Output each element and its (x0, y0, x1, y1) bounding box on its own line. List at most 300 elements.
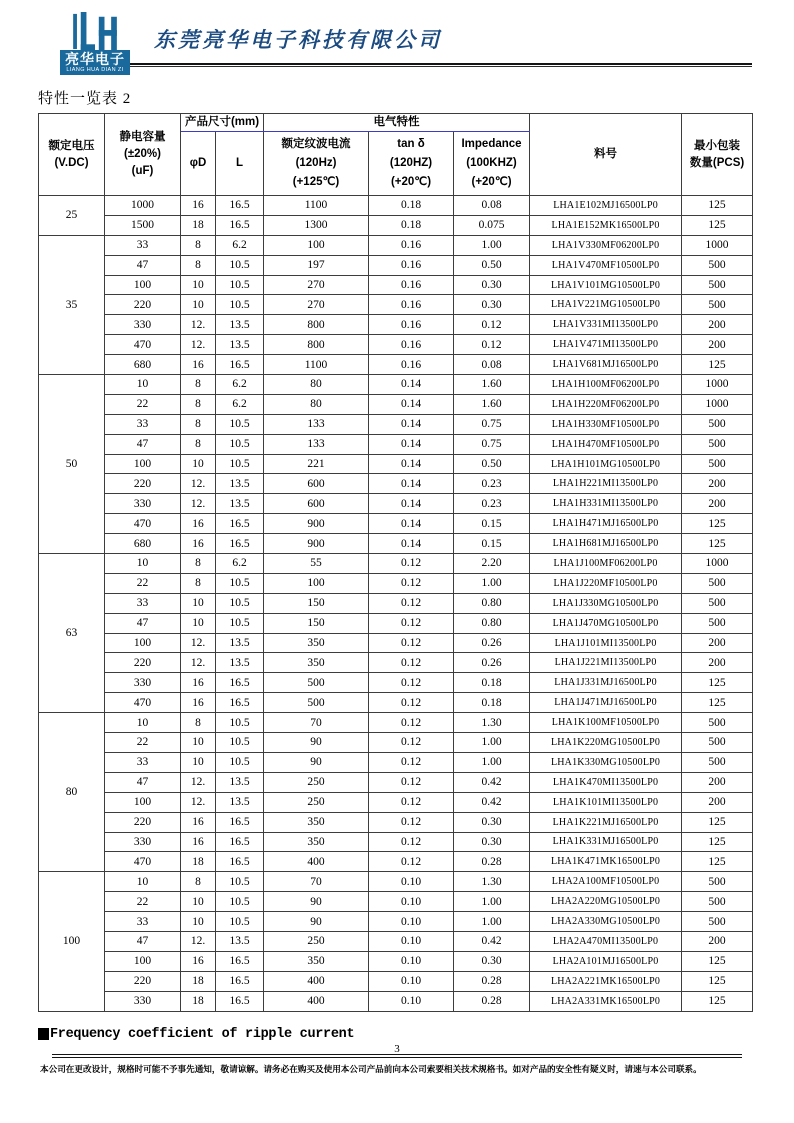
min-package-cell: 500 (682, 733, 753, 753)
table-row (39, 196, 753, 216)
capacitance-cell: 470 (105, 335, 181, 355)
capacitance-cell: 33 (105, 593, 181, 613)
part-number-cell: LHA1V681MJ16500LP0 (530, 355, 682, 375)
length-cell: 13.5 (216, 653, 264, 673)
ripple-current-cell: 90 (264, 892, 369, 912)
impedance-cell: 0.08 (454, 355, 530, 375)
capacitance-cell: 330 (105, 832, 181, 852)
ripple-current-cell: 221 (264, 454, 369, 474)
capacitance-cell: 10 (105, 554, 181, 574)
page-title: 特性一览表 2 (38, 91, 132, 107)
impedance-cell: 0.23 (454, 494, 530, 514)
tan-delta-cell: 0.10 (369, 971, 454, 991)
voltage-cell: 50 (39, 375, 105, 554)
part-number-cell: LHA2A100MF10500LP0 (530, 872, 682, 892)
table-row (39, 693, 753, 713)
part-number-cell: LHA1J471MJ16500LP0 (530, 693, 682, 713)
length-cell: 16.5 (216, 355, 264, 375)
length-cell: 10.5 (216, 613, 264, 633)
impedance-cell: 0.50 (454, 255, 530, 275)
tan-delta-cell: 0.16 (369, 235, 454, 255)
ripple-current-cell: 600 (264, 474, 369, 494)
min-package-cell: 500 (682, 295, 753, 315)
capacitance-cell: 220 (105, 474, 181, 494)
tan-delta-cell: 0.12 (369, 693, 454, 713)
tan-delta-cell: 0.12 (369, 752, 454, 772)
min-package-cell: 200 (682, 653, 753, 673)
min-package-cell: 500 (682, 434, 753, 454)
header-capacitance: 静电容量 (±20%) (uF) (105, 114, 181, 196)
header-ripple-current: 额定纹波电流 (120Hz) (+125℃) (264, 132, 369, 196)
length-cell: 10.5 (216, 912, 264, 932)
diameter-cell: 12. (181, 315, 216, 335)
impedance-cell: 0.18 (454, 693, 530, 713)
tan-delta-cell: 0.16 (369, 295, 454, 315)
voltage-cell: 25 (39, 196, 105, 236)
capacitance-cell: 100 (105, 951, 181, 971)
part-number-cell: LHA1K331MJ16500LP0 (530, 832, 682, 852)
min-package-cell: 200 (682, 315, 753, 335)
impedance-cell: 0.42 (454, 772, 530, 792)
part-number-cell: LHA1H220MF06200LP0 (530, 394, 682, 414)
impedance-cell: 1.00 (454, 733, 530, 753)
tan-delta-cell: 0.16 (369, 315, 454, 335)
length-cell: 10.5 (216, 872, 264, 892)
min-package-cell: 200 (682, 494, 753, 514)
tan-delta-cell: 0.12 (369, 713, 454, 733)
table-row (39, 872, 753, 892)
impedance-cell: 0.30 (454, 812, 530, 832)
company-name: 东莞亮华电子科技有限公司 (154, 28, 442, 52)
impedance-cell: 0.28 (454, 991, 530, 1011)
min-package-cell: 200 (682, 792, 753, 812)
impedance-cell: 0.75 (454, 414, 530, 434)
ripple-current-cell: 500 (264, 693, 369, 713)
spec-table-head (39, 114, 753, 196)
capacitance-cell: 330 (105, 315, 181, 335)
diameter-cell: 10 (181, 295, 216, 315)
impedance-cell: 0.28 (454, 852, 530, 872)
min-package-cell: 125 (682, 991, 753, 1011)
part-number-cell: LHA2A221MK16500LP0 (530, 971, 682, 991)
voltage-cell: 80 (39, 713, 105, 872)
min-package-cell: 200 (682, 931, 753, 951)
length-cell: 13.5 (216, 494, 264, 514)
part-number-cell: LHA1V471MI13500LP0 (530, 335, 682, 355)
ripple-current-cell: 90 (264, 733, 369, 753)
diameter-cell: 18 (181, 991, 216, 1011)
capacitance-cell: 100 (105, 633, 181, 653)
min-package-cell: 200 (682, 474, 753, 494)
tan-delta-cell: 0.16 (369, 275, 454, 295)
part-number-cell: LHA1E102MJ16500LP0 (530, 196, 682, 216)
logo-lh-icon (71, 12, 119, 50)
impedance-cell: 0.30 (454, 295, 530, 315)
table-row (39, 633, 753, 653)
part-number-cell: LHA1J221MI13500LP0 (530, 653, 682, 673)
capacitance-cell: 220 (105, 295, 181, 315)
part-number-cell: LHA1V331MI13500LP0 (530, 315, 682, 335)
min-package-cell: 125 (682, 852, 753, 872)
logo-text-en: LIANG HUA DIAN ZI (60, 67, 130, 75)
min-package-cell: 125 (682, 812, 753, 832)
length-cell: 10.5 (216, 892, 264, 912)
ripple-current-cell: 250 (264, 772, 369, 792)
spec-table (38, 113, 753, 1012)
min-package-cell: 200 (682, 335, 753, 355)
tan-delta-cell: 0.14 (369, 474, 454, 494)
diameter-cell: 12. (181, 633, 216, 653)
tan-delta-cell: 0.10 (369, 892, 454, 912)
capacitance-cell: 470 (105, 514, 181, 534)
diameter-cell: 12. (181, 792, 216, 812)
length-cell: 16.5 (216, 514, 264, 534)
tan-delta-cell: 0.12 (369, 792, 454, 812)
table-row (39, 733, 753, 753)
table-row (39, 215, 753, 235)
ripple-current-cell: 90 (264, 912, 369, 932)
ripple-current-cell: 70 (264, 872, 369, 892)
table-row (39, 593, 753, 613)
ripple-current-cell: 100 (264, 573, 369, 593)
min-package-cell: 1000 (682, 394, 753, 414)
tan-delta-cell: 0.10 (369, 991, 454, 1011)
min-package-cell: 500 (682, 454, 753, 474)
capacitance-cell: 33 (105, 414, 181, 434)
part-number-cell: LHA1H470MF10500LP0 (530, 434, 682, 454)
length-cell: 16.5 (216, 215, 264, 235)
capacitance-cell: 330 (105, 494, 181, 514)
table-row (39, 375, 753, 395)
length-cell: 16.5 (216, 196, 264, 216)
length-cell: 16.5 (216, 693, 264, 713)
capacitance-cell: 47 (105, 434, 181, 454)
table-row (39, 613, 753, 633)
length-cell: 16.5 (216, 832, 264, 852)
table-row (39, 295, 753, 315)
min-package-cell: 500 (682, 752, 753, 772)
impedance-cell: 1.00 (454, 912, 530, 932)
capacitance-cell: 100 (105, 454, 181, 474)
min-package-cell: 200 (682, 772, 753, 792)
length-cell: 10.5 (216, 255, 264, 275)
capacitance-cell: 1500 (105, 215, 181, 235)
diameter-cell: 18 (181, 852, 216, 872)
table-row (39, 931, 753, 951)
header-product-size-group: 产品尺寸(mm) (181, 114, 264, 132)
square-bullet-icon (38, 1028, 49, 1040)
logo-text-cn: 亮华电子 (60, 50, 130, 67)
capacitance-cell: 470 (105, 852, 181, 872)
capacitance-cell: 22 (105, 733, 181, 753)
ripple-current-cell: 70 (264, 713, 369, 733)
diameter-cell: 10 (181, 613, 216, 633)
table-row (39, 394, 753, 414)
tan-delta-cell: 0.14 (369, 454, 454, 474)
voltage-cell: 63 (39, 554, 105, 713)
diameter-cell: 10 (181, 275, 216, 295)
min-package-cell: 1000 (682, 554, 753, 574)
part-number-cell: LHA1V330MF06200LP0 (530, 235, 682, 255)
capacitance-cell: 470 (105, 693, 181, 713)
diameter-cell: 12. (181, 772, 216, 792)
tan-delta-cell: 0.10 (369, 951, 454, 971)
diameter-cell: 10 (181, 733, 216, 753)
diameter-cell: 8 (181, 375, 216, 395)
min-package-cell: 1000 (682, 235, 753, 255)
ripple-current-cell: 400 (264, 971, 369, 991)
ripple-current-cell: 350 (264, 633, 369, 653)
diameter-cell: 16 (181, 514, 216, 534)
header-electrical-group: 电气特性 (264, 114, 530, 132)
tan-delta-cell: 0.18 (369, 196, 454, 216)
length-cell: 10.5 (216, 733, 264, 753)
impedance-cell: 2.20 (454, 554, 530, 574)
impedance-cell: 0.18 (454, 673, 530, 693)
footer-section-title: Frequency coefficient of ripple current (50, 1026, 355, 1042)
diameter-cell: 16 (181, 812, 216, 832)
part-number-cell: LHA2A330MG10500LP0 (530, 912, 682, 932)
part-number-cell: LHA1K220MG10500LP0 (530, 733, 682, 753)
part-number-cell: LHA1H100MF06200LP0 (530, 375, 682, 395)
ripple-current-cell: 1100 (264, 196, 369, 216)
ripple-current-cell: 80 (264, 375, 369, 395)
diameter-cell: 10 (181, 892, 216, 912)
capacitance-cell: 33 (105, 752, 181, 772)
table-row (39, 534, 753, 554)
impedance-cell: 0.26 (454, 653, 530, 673)
impedance-cell: 0.30 (454, 951, 530, 971)
capacitance-cell: 22 (105, 573, 181, 593)
header-tan-delta: tan δ (120HZ) (+20℃) (369, 132, 454, 196)
diameter-cell: 16 (181, 534, 216, 554)
capacitance-cell: 220 (105, 653, 181, 673)
tan-delta-cell: 0.12 (369, 613, 454, 633)
tan-delta-cell: 0.14 (369, 494, 454, 514)
capacitance-cell: 220 (105, 812, 181, 832)
ripple-current-cell: 600 (264, 494, 369, 514)
length-cell: 16.5 (216, 534, 264, 554)
tan-delta-cell: 0.12 (369, 733, 454, 753)
capacitance-cell: 1000 (105, 196, 181, 216)
min-package-cell: 125 (682, 534, 753, 554)
length-cell: 10.5 (216, 295, 264, 315)
table-row (39, 653, 753, 673)
impedance-cell: 0.26 (454, 633, 530, 653)
length-cell: 10.5 (216, 593, 264, 613)
header-rated-voltage: 额定电压 (V.DC) (39, 114, 105, 196)
part-number-cell: LHA1J331MJ16500LP0 (530, 673, 682, 693)
length-cell: 6.2 (216, 554, 264, 574)
table-row (39, 971, 753, 991)
length-cell: 13.5 (216, 335, 264, 355)
impedance-cell: 0.42 (454, 931, 530, 951)
ripple-current-cell: 1100 (264, 355, 369, 375)
capacitance-cell: 10 (105, 872, 181, 892)
header-length: L (216, 132, 264, 196)
part-number-cell: LHA1K330MG10500LP0 (530, 752, 682, 772)
part-number-cell: LHA1H101MG10500LP0 (530, 454, 682, 474)
min-package-cell: 125 (682, 832, 753, 852)
table-row (39, 554, 753, 574)
tan-delta-cell: 0.16 (369, 335, 454, 355)
impedance-cell: 0.23 (454, 474, 530, 494)
diameter-cell: 16 (181, 355, 216, 375)
capacitance-cell: 33 (105, 912, 181, 932)
capacitance-cell: 330 (105, 673, 181, 693)
tan-delta-cell: 0.16 (369, 355, 454, 375)
length-cell: 10.5 (216, 573, 264, 593)
length-cell: 16.5 (216, 991, 264, 1011)
table-row (39, 673, 753, 693)
length-cell: 13.5 (216, 931, 264, 951)
diameter-cell: 12. (181, 653, 216, 673)
capacitance-cell: 47 (105, 613, 181, 633)
diameter-cell: 10 (181, 912, 216, 932)
ripple-current-cell: 133 (264, 414, 369, 434)
impedance-cell: 0.12 (454, 315, 530, 335)
impedance-cell: 0.15 (454, 534, 530, 554)
part-number-cell: LHA1K100MF10500LP0 (530, 713, 682, 733)
capacitance-cell: 680 (105, 534, 181, 554)
table-row (39, 792, 753, 812)
impedance-cell: 0.075 (454, 215, 530, 235)
impedance-cell: 0.08 (454, 196, 530, 216)
part-number-cell: LHA1K470MI13500LP0 (530, 772, 682, 792)
min-package-cell: 200 (682, 633, 753, 653)
impedance-cell: 0.15 (454, 514, 530, 534)
impedance-cell: 1.30 (454, 713, 530, 733)
impedance-cell: 0.30 (454, 832, 530, 852)
ripple-current-cell: 100 (264, 235, 369, 255)
min-package-cell: 125 (682, 971, 753, 991)
part-number-cell: LHA1J101MI13500LP0 (530, 633, 682, 653)
min-package-cell: 500 (682, 892, 753, 912)
part-number-cell: LHA1J330MG10500LP0 (530, 593, 682, 613)
diameter-cell: 8 (181, 255, 216, 275)
header-part-number: 料号 (530, 114, 682, 196)
length-cell: 6.2 (216, 394, 264, 414)
impedance-cell: 0.28 (454, 971, 530, 991)
part-number-cell: LHA2A101MJ16500LP0 (530, 951, 682, 971)
diameter-cell: 16 (181, 832, 216, 852)
impedance-cell: 0.80 (454, 613, 530, 633)
length-cell: 10.5 (216, 752, 264, 772)
table-row (39, 275, 753, 295)
ripple-current-cell: 350 (264, 812, 369, 832)
table-row (39, 832, 753, 852)
length-cell: 10.5 (216, 454, 264, 474)
min-package-cell: 500 (682, 613, 753, 633)
impedance-cell: 1.00 (454, 573, 530, 593)
table-row (39, 812, 753, 832)
table-row (39, 951, 753, 971)
tan-delta-cell: 0.14 (369, 514, 454, 534)
min-package-cell: 500 (682, 414, 753, 434)
part-number-cell: LHA2A220MG10500LP0 (530, 892, 682, 912)
voltage-cell: 100 (39, 872, 105, 1011)
min-package-cell: 1000 (682, 375, 753, 395)
tan-delta-cell: 0.12 (369, 554, 454, 574)
ripple-current-cell: 250 (264, 931, 369, 951)
tan-delta-cell: 0.12 (369, 852, 454, 872)
table-row (39, 892, 753, 912)
tan-delta-cell: 0.10 (369, 872, 454, 892)
length-cell: 16.5 (216, 951, 264, 971)
diameter-cell: 8 (181, 434, 216, 454)
length-cell: 13.5 (216, 315, 264, 335)
min-package-cell: 125 (682, 196, 753, 216)
ripple-current-cell: 350 (264, 951, 369, 971)
impedance-cell: 0.42 (454, 792, 530, 812)
impedance-cell: 1.30 (454, 872, 530, 892)
part-number-cell: LHA1V470MF10500LP0 (530, 255, 682, 275)
header-diameter: φD (181, 132, 216, 196)
capacitance-cell: 10 (105, 713, 181, 733)
impedance-cell: 1.00 (454, 752, 530, 772)
impedance-cell: 0.50 (454, 454, 530, 474)
ripple-current-cell: 250 (264, 792, 369, 812)
min-package-cell: 500 (682, 255, 753, 275)
table-row (39, 713, 753, 733)
footer-section-heading (38, 1027, 794, 1042)
part-number-cell: LHA1H221MI13500LP0 (530, 474, 682, 494)
min-package-cell: 500 (682, 275, 753, 295)
header-min-package: 最小包装 数量(PCS) (682, 114, 753, 196)
part-number-cell: LHA1H330MF10500LP0 (530, 414, 682, 434)
diameter-cell: 12. (181, 335, 216, 355)
part-number-cell: LHA2A331MK16500LP0 (530, 991, 682, 1011)
part-number-cell: LHA1K221MJ16500LP0 (530, 812, 682, 832)
min-package-cell: 500 (682, 713, 753, 733)
part-number-cell: LHA1K101MI13500LP0 (530, 792, 682, 812)
part-number-cell: LHA1K471MK16500LP0 (530, 852, 682, 872)
header-divider (108, 63, 752, 67)
ripple-current-cell: 400 (264, 991, 369, 1011)
impedance-cell: 1.00 (454, 892, 530, 912)
ripple-current-cell: 400 (264, 852, 369, 872)
capacitance-cell: 100 (105, 792, 181, 812)
ripple-current-cell: 270 (264, 295, 369, 315)
table-row (39, 514, 753, 534)
diameter-cell: 16 (181, 951, 216, 971)
table-row (39, 454, 753, 474)
table-row (39, 434, 753, 454)
capacitance-cell: 22 (105, 892, 181, 912)
part-number-cell: LHA1J220MF10500LP0 (530, 573, 682, 593)
length-cell: 13.5 (216, 792, 264, 812)
table-row (39, 355, 753, 375)
impedance-cell: 1.60 (454, 394, 530, 414)
diameter-cell: 12. (181, 931, 216, 951)
capacitance-cell: 100 (105, 275, 181, 295)
table-row (39, 494, 753, 514)
capacitance-cell: 22 (105, 394, 181, 414)
ripple-current-cell: 80 (264, 394, 369, 414)
tan-delta-cell: 0.14 (369, 375, 454, 395)
tan-delta-cell: 0.12 (369, 812, 454, 832)
impedance-cell: 1.60 (454, 375, 530, 395)
tan-delta-cell: 0.12 (369, 772, 454, 792)
tan-delta-cell: 0.12 (369, 633, 454, 653)
diameter-cell: 8 (181, 713, 216, 733)
impedance-cell: 0.12 (454, 335, 530, 355)
diameter-cell: 16 (181, 673, 216, 693)
ripple-current-cell: 150 (264, 593, 369, 613)
tan-delta-cell: 0.10 (369, 912, 454, 932)
capacitance-cell: 10 (105, 375, 181, 395)
ripple-current-cell: 90 (264, 752, 369, 772)
